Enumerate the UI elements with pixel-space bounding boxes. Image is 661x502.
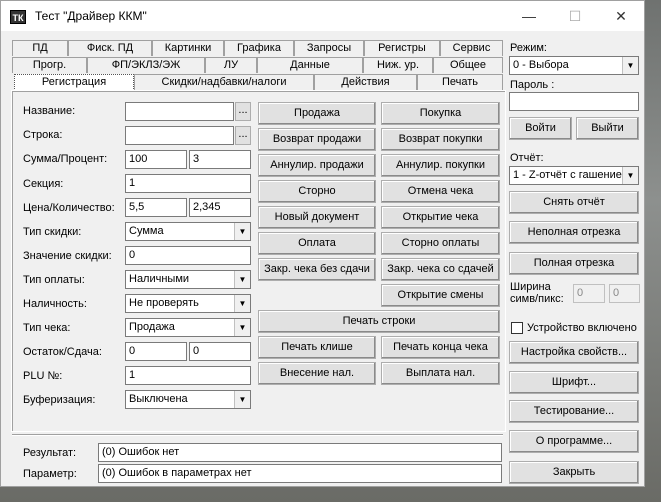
- chevron-down-icon: ▼: [234, 319, 250, 336]
- chevron-down-icon: ▼: [234, 295, 250, 312]
- tab-fisc-pd[interactable]: Фиск. ПД: [68, 40, 152, 56]
- width-label-line2: симв/пикс:: [510, 293, 564, 305]
- chevron-down-icon: ▼: [622, 167, 638, 184]
- result-field: (0) Ошибок нет: [98, 443, 502, 462]
- param-field: (0) Ошибок в параметрах нет: [98, 464, 502, 483]
- payment-type-label: Тип оплаты:: [23, 274, 85, 286]
- buffer-select[interactable]: [125, 390, 251, 409]
- line-label: Строка:: [23, 129, 63, 141]
- password-label: Пароль :: [510, 79, 555, 91]
- open-shift-button[interactable]: Открытие смены: [381, 284, 500, 307]
- purchase-button[interactable]: Покупка: [381, 102, 500, 125]
- quantity-input[interactable]: 2,345: [189, 198, 251, 217]
- cash-value: Не проверять: [129, 297, 199, 309]
- chevron-down-icon: ▼: [234, 391, 250, 408]
- check-type-label: Тип чека:: [23, 322, 71, 334]
- cash-out-button[interactable]: Выплата нал.: [381, 362, 500, 385]
- font-button[interactable]: Шрифт...: [509, 371, 639, 394]
- rest-input[interactable]: 0: [125, 342, 187, 361]
- result-label: Результат:: [23, 447, 77, 459]
- payment-type-value: Наличными: [129, 273, 190, 285]
- take-report-button[interactable]: Снять отчёт: [509, 191, 639, 214]
- mode-value: 0 - Выбора: [513, 59, 569, 71]
- title-bar: [1, 1, 644, 31]
- properties-button[interactable]: Настройка свойств...: [509, 341, 639, 364]
- discount-type-select[interactable]: [125, 222, 251, 241]
- about-button[interactable]: О программе...: [509, 430, 639, 453]
- new-document-button[interactable]: Новый документ: [258, 206, 376, 229]
- price-label: Цена/Количество:: [23, 202, 115, 214]
- line-browse-button[interactable]: ...: [235, 126, 251, 145]
- window-title: Тест "Драйвер ККМ": [35, 9, 147, 23]
- plu-label: PLU №:: [23, 370, 63, 382]
- price-input[interactable]: 5,5: [125, 198, 187, 217]
- mode-select[interactable]: [509, 56, 639, 75]
- tab-print[interactable]: Печать: [417, 74, 503, 91]
- app-icon: ТК: [10, 10, 26, 24]
- close-check-with-change-button[interactable]: Закр. чека со сдачей: [381, 258, 500, 281]
- cash-label: Наличность:: [23, 298, 87, 310]
- open-check-button[interactable]: Открытие чека: [381, 206, 500, 229]
- width-chars-input[interactable]: 0: [573, 284, 605, 303]
- partial-cut-button[interactable]: Неполная отрезка: [509, 221, 639, 244]
- tab-general[interactable]: Общее: [433, 57, 503, 73]
- tab-registration[interactable]: Регистрация: [14, 74, 134, 91]
- rest-label: Остаток/Сдача:: [23, 346, 102, 358]
- payment-type-select[interactable]: [125, 270, 251, 289]
- tab-prog[interactable]: Прогр.: [12, 57, 87, 73]
- cancel-check-button[interactable]: Отмена чека: [381, 180, 500, 203]
- close-button[interactable]: Закрыть: [509, 461, 639, 484]
- line-input[interactable]: [125, 126, 234, 145]
- chevron-down-icon: ▼: [234, 271, 250, 288]
- return-purchase-button[interactable]: Возврат покупки: [381, 128, 500, 151]
- name-browse-button[interactable]: ...: [235, 102, 251, 121]
- password-input[interactable]: [509, 92, 639, 111]
- tab-actions[interactable]: Действия: [314, 74, 417, 91]
- testing-button[interactable]: Тестирование...: [509, 400, 639, 423]
- report-select[interactable]: [509, 166, 639, 185]
- name-label: Название:: [23, 105, 76, 117]
- tab-registers[interactable]: Регистры: [364, 40, 440, 56]
- print-check-end-button[interactable]: Печать конца чека: [381, 336, 500, 359]
- report-value: 1 - Z-отчёт с гашение: [513, 169, 622, 181]
- discount-type-label: Тип скидки:: [23, 226, 82, 238]
- tab-lu[interactable]: ЛУ: [205, 57, 257, 73]
- discount-value-label: Значение скидки:: [23, 250, 112, 262]
- width-pixels-input[interactable]: 0: [609, 284, 640, 303]
- tab-service[interactable]: Сервис: [440, 40, 503, 56]
- storno-payment-button[interactable]: Сторно оплаты: [381, 232, 500, 255]
- tab-discounts[interactable]: Скидки/надбавки/налоги: [134, 74, 314, 91]
- print-lines-button[interactable]: Печать строки: [258, 310, 500, 333]
- tab-pd[interactable]: ПД: [12, 40, 68, 56]
- tab-pictures[interactable]: Картинки: [152, 40, 224, 56]
- sale-button[interactable]: Продажа: [258, 102, 376, 125]
- change-input[interactable]: 0: [189, 342, 251, 361]
- plu-input[interactable]: 1: [125, 366, 251, 385]
- logout-button[interactable]: Выйти: [576, 117, 639, 140]
- check-type-select[interactable]: [125, 318, 251, 337]
- full-cut-button[interactable]: Полная отрезка: [509, 252, 639, 275]
- section-label: Секция:: [23, 178, 64, 190]
- discount-value-input[interactable]: 0: [125, 246, 251, 265]
- return-sale-button[interactable]: Возврат продажи: [258, 128, 376, 151]
- chevron-down-icon: ▼: [234, 223, 250, 240]
- discount-type-value: Сумма: [129, 225, 164, 237]
- device-enabled-checkbox[interactable]: [511, 322, 523, 334]
- close-check-no-change-button[interactable]: Закр. чека без сдачи: [258, 258, 376, 281]
- minimize-button[interactable]: —: [522, 8, 536, 24]
- name-input[interactable]: [125, 102, 234, 121]
- login-button[interactable]: Войти: [509, 117, 572, 140]
- check-type-value: Продажа: [129, 321, 175, 333]
- buffer-value: Выключена: [129, 393, 188, 405]
- annul-sale-button[interactable]: Аннулир. продажи: [258, 154, 376, 177]
- percent-input[interactable]: 3: [189, 150, 251, 169]
- tab-data[interactable]: Данные: [257, 57, 363, 73]
- close-window-button[interactable]: ✕: [615, 8, 627, 24]
- section-input[interactable]: 1: [125, 174, 251, 193]
- cash-select[interactable]: [125, 294, 251, 313]
- param-label: Параметр:: [23, 468, 77, 480]
- tab-fp-eklz[interactable]: ФП/ЭКЛЗ/ЭЖ: [87, 57, 205, 73]
- status-divider: [12, 434, 503, 436]
- device-enabled-label: Устройство включено: [527, 322, 637, 334]
- cash-in-button[interactable]: Внесение нал.: [258, 362, 376, 385]
- print-cliche-button[interactable]: Печать клише: [258, 336, 376, 359]
- report-label: Отчёт:: [510, 152, 544, 164]
- width-label-line1: Ширина: [510, 281, 551, 293]
- tab-graphics[interactable]: Графика: [224, 40, 294, 56]
- chevron-down-icon: ▼: [622, 57, 638, 74]
- mode-label: Режим:: [510, 42, 547, 54]
- annul-purchase-button[interactable]: Аннулир. покупки: [381, 154, 500, 177]
- storno-button[interactable]: Сторно: [258, 180, 376, 203]
- tab-queries[interactable]: Запросы: [294, 40, 364, 56]
- payment-button[interactable]: Оплата: [258, 232, 376, 255]
- buffer-label: Буферизация:: [23, 394, 96, 406]
- maximize-button[interactable]: ☐: [568, 8, 582, 24]
- sum-label: Сумма/Процент:: [23, 153, 108, 165]
- tab-low-level[interactable]: Ниж. ур.: [363, 57, 433, 73]
- sum-input[interactable]: 100: [125, 150, 187, 169]
